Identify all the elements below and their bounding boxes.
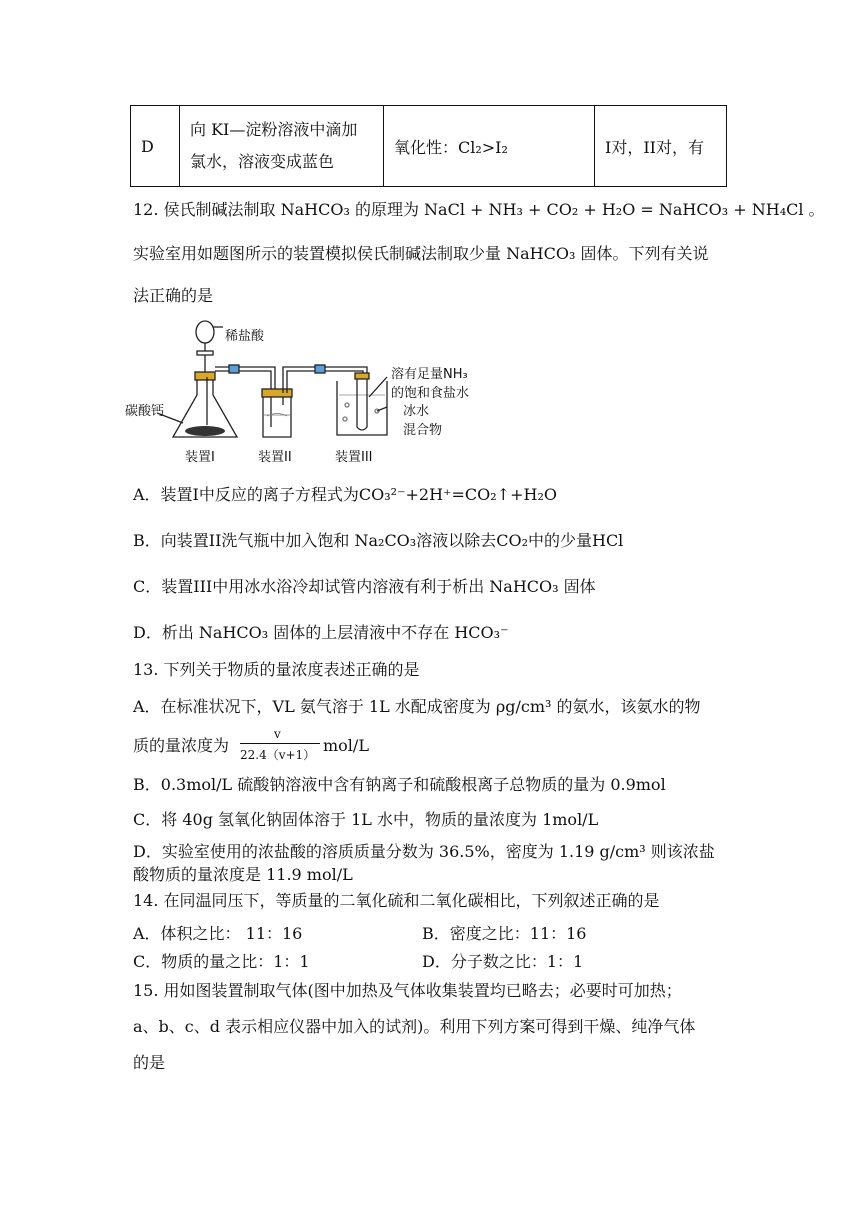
row-letter: D [131,106,180,187]
q12-option-a: A．装置I中反应的离子方程式为CO₃²⁻+2H⁺=CO₂↑+H₂O [133,485,557,504]
q15-stem-line1: 15. 用如图装置制取气体(图中加热及气体收集装置均已略去；必要时可加热； [133,981,682,1000]
q14-option-c: C．物质的量之比：1：1 [133,952,310,971]
q15-stem-line3: 的是 [133,1053,166,1072]
q14-option-d: D．分子数之比：1：1 [422,952,584,971]
row-statement: 氧化性：Cl₂>I₂ [384,106,595,187]
label-acid: 稀盐酸 [225,329,265,344]
q12-stem-line2: 实验室用如题图所示的装置模拟侯氏制碱法制取少量 NaHCO₃ 固体。下列有关说 [133,244,709,263]
table-row [131,106,727,187]
q13-option-b: B．0.3mol/L 硫酸钠溶液中含有钠离子和硫酸根离子总物质的量为 0.9mol [133,775,666,794]
q13-option-a-line1: A．在标准状况下，VL 氨气溶于 1L 水配成密度为 ρg/cm³ 的氨水，该氨水的物 [133,697,701,716]
label-ice-1: 冰水 [403,404,430,419]
q13-stem: 13. 下列关于物质的量浓度表述正确的是 [133,660,420,679]
beaker-device-3 [337,381,387,435]
q13-option-d-line2: 酸物质的量浓度是 11.9 mol/L [133,865,353,884]
label-caco3: 碳酸钙 [125,404,165,419]
q13-option-c: C．将 40g 氢氧化钠固体溶于 1L 水中，物质的量浓度为 1mol/L [133,810,599,829]
apparatus-figure [125,315,495,470]
label-device-3: 装置III [335,450,373,465]
q13-option-d-line1: D．实验室使用的浓盐酸的溶质质量分数为 36.5%，密度为 1.19 g/cm³ 则该浓盐 [133,842,715,861]
fraction-numerator: v [274,727,281,741]
label-device-1: 装置I [185,450,215,465]
row-judgement: I对，II对，有 [595,106,727,187]
label-solution-2: 的饱和食盐水 [391,386,470,401]
fraction-bar [240,743,320,744]
q12-option-d: D．析出 NaHCO₃ 固体的上层清液中不存在 HCO₃⁻ [133,623,509,642]
row-operation [180,106,384,187]
row-operation-line2: 氯水，溶液变成蓝色 [190,152,335,171]
caco3-solid [185,426,225,436]
q14-option-b: B．密度之比：11：16 [422,924,587,943]
q14-stem: 14. 在同温同压下，等质量的二氧化硫和二氧化碳相比，下列叙述正确的是 [133,891,660,910]
q12-stem-line1: 12. 侯氏制碱法制取 NaHCO₃ 的原理为 NaCl + NH₃ + CO₂ + H₂O = NaHCO₃ + NH₄Cl 。 [133,200,825,219]
q12-stem-line3: 法正确的是 [133,286,214,305]
q13-option-a-unit: mol/L [323,736,369,755]
funnel-bulb [196,321,214,343]
label-ice-2: 混合物 [403,423,443,438]
fraction-denominator: 22.4（v+1） [240,748,316,762]
label-solution-1: 溶有足量NH₃ [391,367,468,382]
q15-stem-line2: a、b、c、d 表示相应仪器中加入的试剂)。利用下列方案可得到干燥、纯净气体 [133,1017,696,1036]
label-device-2: 装置II [258,450,292,465]
row-operation-line1: 向 KI—淀粉溶液中滴加 [190,120,358,139]
q12-option-c: C．装置III中用冰水浴冷却试管内溶液有利于析出 NaHCO₃ 固体 [133,577,596,596]
q14-option-a: A．体积之比： 11：16 [133,924,303,943]
answer-table [130,105,727,187]
q13-option-a-prefix: 质的量浓度为 [133,736,230,755]
q12-option-b: B．向装置II洗气瓶中加入饱和 Na₂CO₃溶液以除去CO₂中的少量HCl [133,531,624,550]
